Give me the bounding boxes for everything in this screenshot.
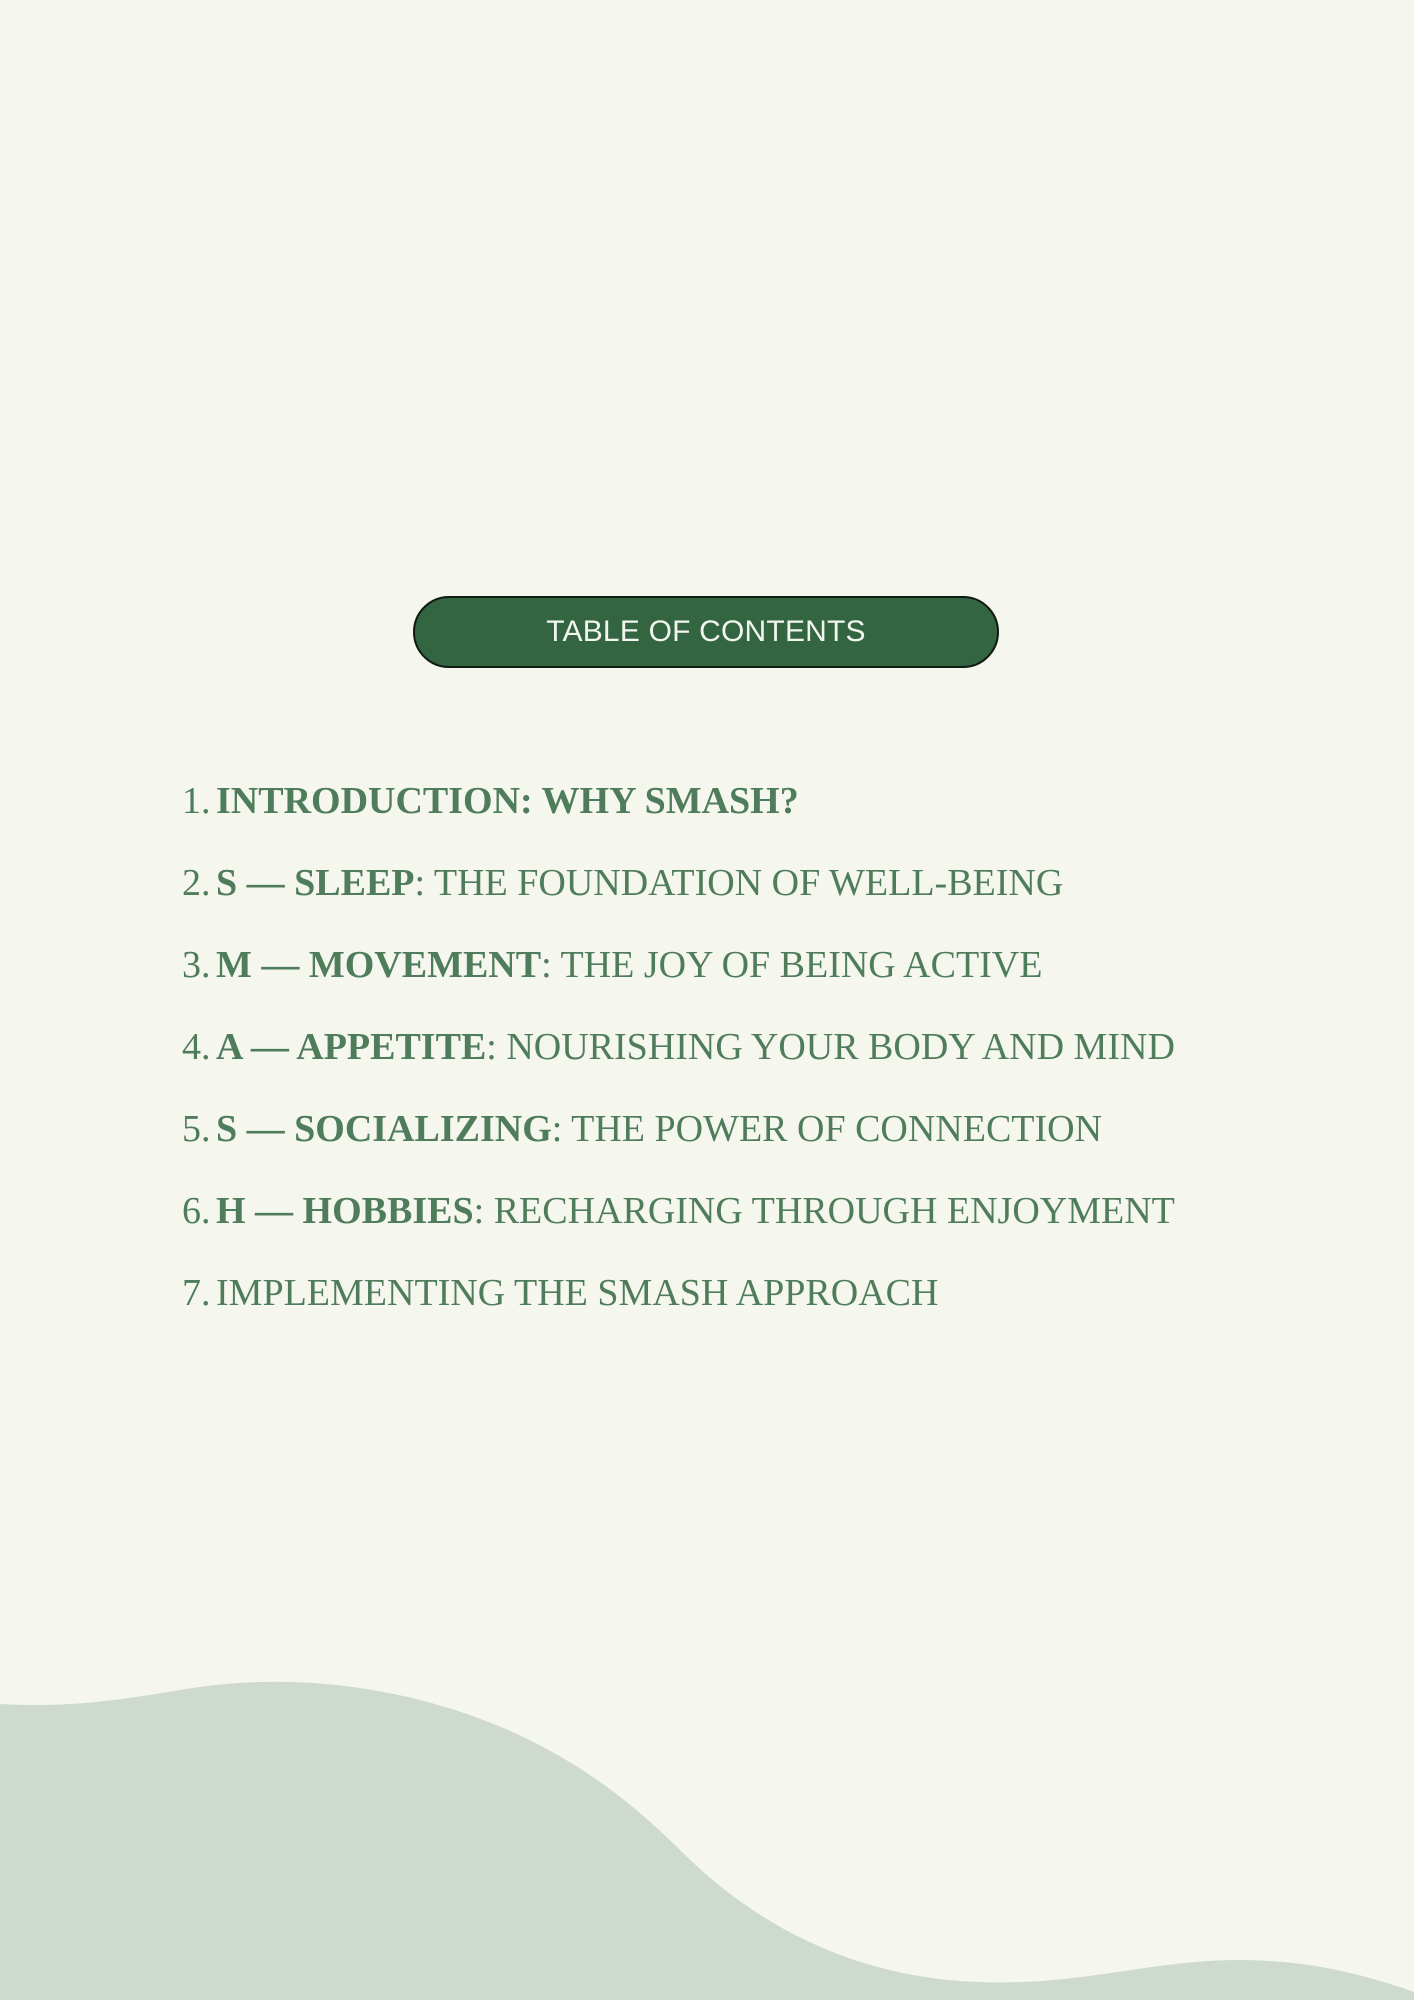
toc-item-subtitle: : THE JOY OF BEING ACTIVE	[541, 944, 1043, 986]
toc-item-number: 7.	[182, 1272, 211, 1314]
toc-item-bold-title: INTRODUCTION: WHY SMASH?	[216, 780, 799, 822]
toc-item-bold-title: S — SOCIALIZING	[216, 1108, 552, 1150]
toc-item-subtitle: : RECHARGING THROUGH ENJOYMENT	[473, 1190, 1175, 1232]
toc-item-3	[182, 924, 1302, 1006]
toc-item-bold-title: M — MOVEMENT	[216, 944, 542, 986]
toc-item-subtitle: : NOURISHING YOUR BODY AND MIND	[486, 1026, 1175, 1068]
toc-item-1	[182, 760, 1302, 842]
toc-item-subtitle: : THE FOUNDATION OF WELL-BEING	[414, 862, 1064, 904]
toc-item-5	[182, 1088, 1302, 1170]
toc-item-bold-title: H — HOBBIES	[216, 1190, 474, 1232]
toc-item-6	[182, 1170, 1302, 1252]
toc-title: TABLE OF CONTENTS	[546, 615, 866, 648]
toc-item-7	[182, 1252, 1302, 1334]
toc-item-bold-title: S — SLEEP	[216, 862, 415, 904]
decorative-wave	[0, 1660, 1414, 2000]
toc-item-number: 4.	[182, 1026, 211, 1068]
wave-shape	[0, 1682, 1414, 2000]
toc-list	[182, 760, 1302, 1334]
toc-item-2	[182, 842, 1302, 924]
toc-title-pill	[413, 596, 999, 668]
toc-item-number: 3.	[182, 944, 211, 986]
toc-item-number: 1.	[182, 780, 211, 822]
toc-item-4	[182, 1006, 1302, 1088]
toc-item-bold-title: A — APPETITE	[216, 1026, 487, 1068]
toc-item-number: 6.	[182, 1190, 211, 1232]
toc-item-number: 5.	[182, 1108, 211, 1150]
toc-item-number: 2.	[182, 862, 211, 904]
toc-item-subtitle: : THE POWER OF CONNECTION	[551, 1108, 1103, 1150]
toc-item-subtitle: IMPLEMENTING THE SMASH APPROACH	[216, 1272, 939, 1314]
